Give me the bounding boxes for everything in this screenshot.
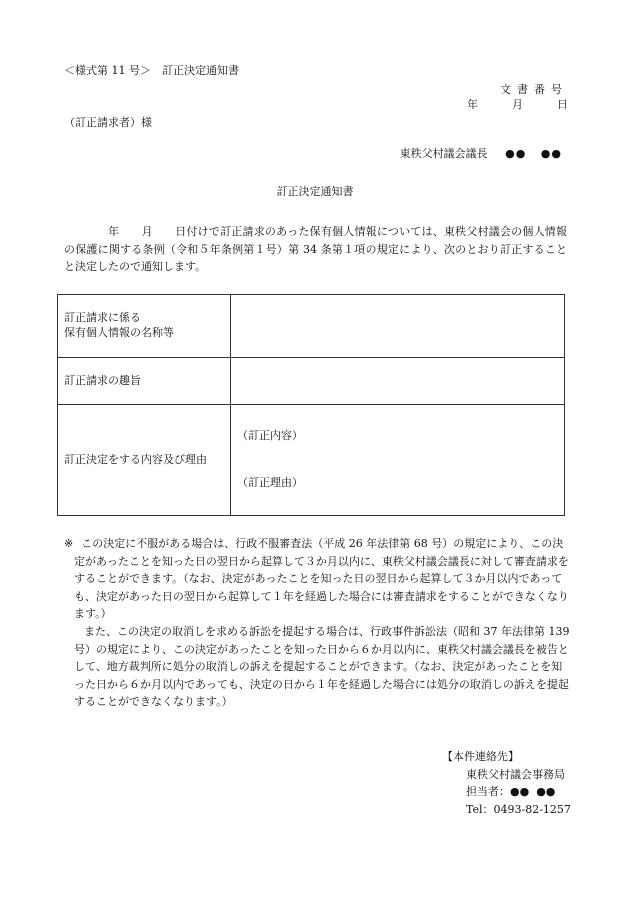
table-value-cell xyxy=(231,405,565,516)
contact-person-mark-1: ●● xyxy=(510,785,530,799)
date-month-label: 月 xyxy=(512,98,523,111)
correction-content-label: （訂正内容） xyxy=(237,429,303,443)
info-table xyxy=(57,294,565,516)
table-row xyxy=(58,405,565,516)
table-row xyxy=(58,358,565,405)
table-value-cell xyxy=(231,295,565,358)
document-date xyxy=(467,98,568,113)
note-paragraph-1 xyxy=(64,535,570,623)
table-row xyxy=(58,295,565,358)
contact-organization: 東秩父村議会事務局 xyxy=(466,767,565,781)
table-label-cell xyxy=(58,295,231,358)
document-title: 訂正決定通知書 xyxy=(276,185,354,198)
contact-person xyxy=(442,783,571,801)
sender-name: 東秩父村議会議長 xyxy=(399,147,488,160)
row3-label: 訂正決定をする内容及び理由 xyxy=(58,405,231,516)
addressee: （訂正請求者）様 xyxy=(64,116,152,129)
row2-label: 訂正請求の趣旨 xyxy=(58,358,231,405)
sender xyxy=(400,147,562,162)
document-number-label: 文書番号 xyxy=(500,83,568,96)
table-value-cell xyxy=(231,358,565,405)
notes xyxy=(64,535,570,711)
form-label: ＜様式第 11 号＞ 訂正決定通知書 xyxy=(64,64,239,77)
contact-heading: 【本件連絡先】 xyxy=(442,750,519,763)
row1-label-line2: 保有個人情報の名称等 xyxy=(64,326,174,339)
sender-mark-1: ●● xyxy=(505,147,527,160)
contact-block xyxy=(442,748,571,818)
note-text-1: この決定に不服がある場合は、行政不服審査法（平成 26 年法律第 68 号）の規定により、この決定があったことを知った日の翌日から起算して３か月以内に、東秩父村議会議長に対して審査請求をすることができます。（なお、決定があったことを知った日の翌日から起算して３か月以内であっても、決定があった日の翌日から起算して１年を経過した場合には審査請求をすることができなくなります。） xyxy=(74,537,569,621)
correction-reason-label: （訂正理由） xyxy=(237,476,303,489)
contact-person-mark-2: ●● xyxy=(536,785,556,799)
note-paragraph-2: また、この決定の取消しを求める訴訟を提起する場合は、行政事件訴訟法（昭和 37 年法律第 139 号）の規定により、この決定があったことを知った日から６か月以内に、東秩父村議会議長を被告として、地方裁判所に処分の取消しの訴えを提起することができます。（なお、決定があったことを知った日から６か月以内であっても、決定の日から１年を経過した場合には処分の取消しの訴えを提起することができなくなります。） xyxy=(74,624,570,709)
date-year-label: 年 xyxy=(467,98,478,111)
contact-phone: Tel：0493-82-1257 xyxy=(466,802,571,816)
date-day-label: 日 xyxy=(557,98,568,111)
sender-mark-2: ●● xyxy=(540,147,562,160)
note-mark: ※ xyxy=(64,537,74,550)
contact-person-label: 担当者： xyxy=(466,785,510,799)
body-paragraph: 年 月 日付けで訂正請求のあった保有個人情報については、東秩父村議会の個人情報の保護に関する条例（令和５年条例第１号）第 34 条第１項の規定により、次のとおり訂正することと決定したので通知します。 xyxy=(64,225,567,274)
row1-label-line1: 訂正請求に係る xyxy=(64,311,141,325)
